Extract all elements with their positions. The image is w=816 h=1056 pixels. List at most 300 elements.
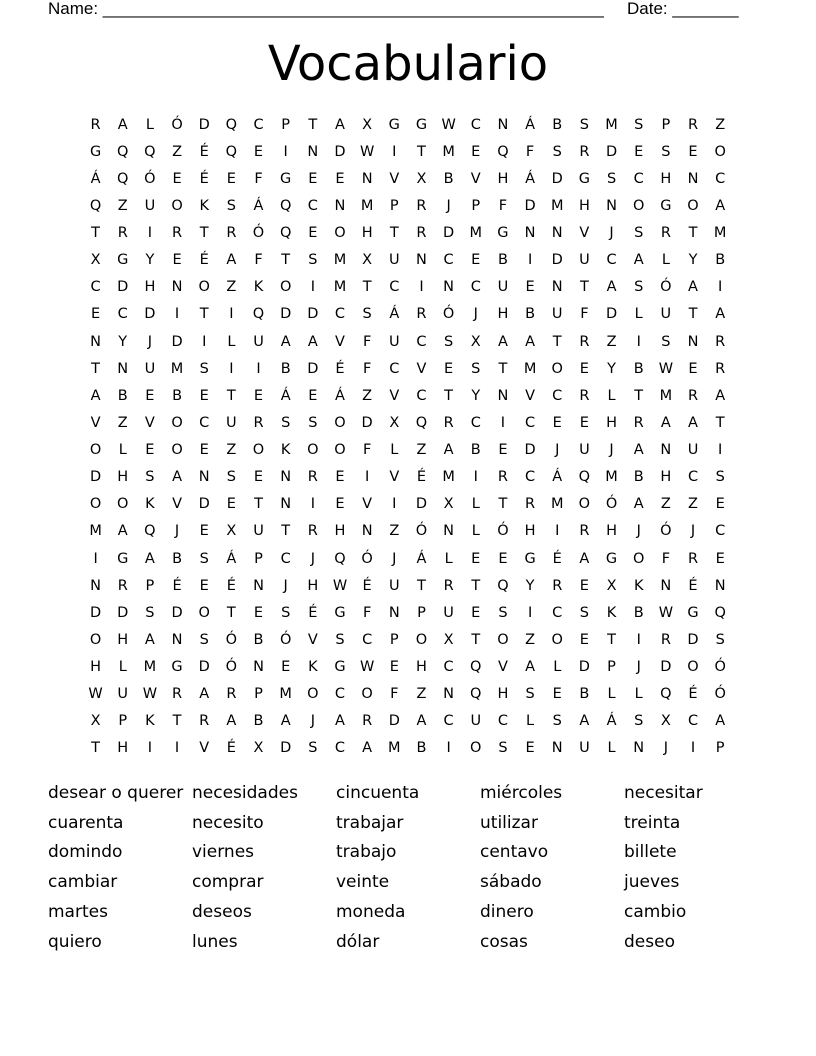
grid-letter: A <box>199 686 210 703</box>
grid-letter: M <box>360 197 374 214</box>
grid-letter: U <box>443 604 454 621</box>
grid-letter: F <box>498 197 508 214</box>
grid-letter: B <box>470 442 481 459</box>
grid-letter: I <box>527 252 533 269</box>
grid-letter: D <box>334 143 346 160</box>
grid-letter: N <box>388 604 400 621</box>
grid-letter: D <box>443 225 455 242</box>
grid-letter: C <box>307 197 318 214</box>
grid-letter: T <box>91 225 100 242</box>
grid-letter: N <box>90 577 101 594</box>
grid-letter: L <box>227 333 236 350</box>
word-list-item: cincuenta <box>336 782 420 803</box>
grid-letter: S <box>498 604 508 621</box>
word-list-item: treinta <box>624 812 681 833</box>
grid-letter: T <box>91 360 100 377</box>
grid-letter: N <box>443 279 455 296</box>
grid-letter: A <box>280 333 291 350</box>
word-list-item: necesitar <box>624 782 703 803</box>
grid-letter: Y <box>145 252 155 269</box>
grid-letter: Q <box>89 197 102 214</box>
grid-letter: S <box>308 414 318 431</box>
grid-letter: E <box>579 360 589 377</box>
grid-letter: C <box>552 604 563 621</box>
grid-letter: Y <box>607 360 616 377</box>
grid-letter: E <box>552 686 562 703</box>
grid-letter: O <box>687 659 699 676</box>
grid-letter: D <box>89 604 102 621</box>
grid-letter: H <box>334 523 346 540</box>
grid-letter: S <box>308 252 318 269</box>
grid-letter: U <box>253 333 264 350</box>
grid-letter: M <box>523 360 537 377</box>
grid-letter: N <box>551 279 563 296</box>
grid-letter: K <box>606 604 617 621</box>
grid-letter: E <box>172 252 182 269</box>
word-list-row <box>48 838 768 868</box>
grid-letter: Z <box>606 333 617 350</box>
grid-letter: A <box>172 469 182 486</box>
grid-letter: C <box>470 414 481 431</box>
grid-letter: T <box>417 577 426 594</box>
grid-letter: A <box>90 387 101 404</box>
grid-letter: D <box>605 306 618 323</box>
word-list-item: quiero <box>48 931 102 952</box>
grid-row <box>82 247 734 274</box>
grid-letter: R <box>715 360 726 377</box>
grid-letter: E <box>715 496 725 513</box>
grid-letter: S <box>552 713 562 730</box>
word-list-item: deseo <box>624 931 675 952</box>
grid-letter: M <box>605 116 618 133</box>
grid-letter: A <box>280 713 291 730</box>
grid-letter: I <box>283 143 288 160</box>
grid-letter: W <box>359 143 375 160</box>
grid-letter: N <box>497 116 509 133</box>
grid-letter: É <box>688 686 698 703</box>
grid-letter: J <box>392 550 397 567</box>
grid-letter: K <box>253 279 264 296</box>
grid-letter: N <box>90 333 101 350</box>
grid-letter: D <box>171 333 183 350</box>
grid-letter: U <box>470 713 482 730</box>
grid-letter: J <box>147 333 153 350</box>
grid-letter: V <box>470 170 481 187</box>
grid-letter: H <box>90 659 102 676</box>
grid-letter: L <box>390 442 399 459</box>
grid-letter: M <box>170 360 184 377</box>
grid-letter: R <box>687 387 699 404</box>
grid-letter: E <box>145 442 155 459</box>
grid-letter: E <box>90 306 101 323</box>
grid-letter: V <box>307 631 318 648</box>
grid-letter: A <box>715 387 726 404</box>
grid-letter: L <box>145 116 154 133</box>
grid-letter: S <box>634 225 644 242</box>
grid-letter: C <box>389 279 400 296</box>
grid-letter: É <box>688 577 698 594</box>
grid-letter: E <box>335 469 345 486</box>
grid-letter: B <box>416 740 427 757</box>
grid-letter: I <box>310 496 315 513</box>
grid-letter: X <box>226 523 237 540</box>
grid-letter: D <box>307 360 319 377</box>
grid-letter: I <box>392 496 397 513</box>
grid-letter: M <box>279 686 292 703</box>
grid-letter: O <box>551 360 563 377</box>
grid-letter: S <box>471 360 481 377</box>
grid-letter: Ó <box>279 631 292 648</box>
grid-letter: M <box>713 225 727 242</box>
grid-letter: H <box>660 170 672 187</box>
grid-letter: N <box>334 197 346 214</box>
grid-letter: L <box>118 659 127 676</box>
grid-letter: D <box>307 306 319 323</box>
grid-letter: D <box>117 279 129 296</box>
grid-letter: T <box>471 577 481 594</box>
grid-letter: C <box>334 686 346 703</box>
grid-letter: A <box>307 333 318 350</box>
grid-letter: T <box>417 143 426 160</box>
grid-letter: O <box>307 686 319 703</box>
grid-letter: P <box>417 604 426 621</box>
grid-letter: R <box>552 577 563 594</box>
grid-letter: A <box>606 279 617 296</box>
grid-letter: C <box>525 414 536 431</box>
worksheet-header <box>48 0 748 22</box>
grid-letter: O <box>415 631 428 648</box>
grid-letter: R <box>660 631 671 648</box>
grid-letter: R <box>443 414 454 431</box>
name-field-label: Name: _____________________________________________________ <box>48 0 604 18</box>
grid-letter: H <box>361 225 373 242</box>
grid-letter: V <box>525 387 536 404</box>
grid-letter: C <box>687 713 699 730</box>
grid-letter: I <box>636 631 641 648</box>
word-list-item: trabajar <box>336 812 404 833</box>
grid-letter: U <box>497 279 509 296</box>
grid-letter: A <box>579 550 590 567</box>
grid-letter: I <box>229 306 234 323</box>
grid-letter: N <box>171 279 183 296</box>
grid-letter: Z <box>117 414 128 431</box>
grid-letter: M <box>333 279 347 296</box>
grid-letter: T <box>688 306 698 323</box>
grid-letter: N <box>198 469 210 486</box>
grid-letter: C <box>253 116 264 133</box>
grid-letter: C <box>117 306 128 323</box>
grid-letter: U <box>579 442 590 459</box>
grid-letter: T <box>172 713 182 730</box>
grid-letter: O <box>89 496 102 513</box>
word-list-item: domindo <box>48 842 123 863</box>
grid-letter: S <box>552 143 562 160</box>
grid-letter: Ó <box>225 631 238 648</box>
grid-letter: D <box>117 604 129 621</box>
grid-letter: T <box>688 225 698 242</box>
grid-letter: I <box>392 143 397 160</box>
grid-letter: Q <box>225 143 238 160</box>
grid-letter: H <box>660 469 672 486</box>
grid-letter: K <box>280 442 291 459</box>
grid-letter: F <box>362 360 372 377</box>
grid-letter: N <box>633 740 645 757</box>
grid-letter: C <box>443 713 454 730</box>
grid-letter: S <box>226 197 236 214</box>
grid-letter: S <box>634 713 644 730</box>
grid-letter: C <box>389 360 400 377</box>
grid-letter: E <box>226 170 236 187</box>
grid-letter: N <box>443 523 455 540</box>
grid-letter: W <box>88 686 103 703</box>
grid-letter: C <box>443 252 454 269</box>
grid-letter: Q <box>334 550 346 567</box>
grid-letter: R <box>443 577 454 594</box>
grid-letter: Z <box>226 279 237 296</box>
grid-letter: R <box>687 116 699 133</box>
grid-letter: D <box>280 306 292 323</box>
grid-letter: Z <box>525 631 536 648</box>
grid-letter: X <box>443 631 454 648</box>
grid-letter: J <box>663 740 668 757</box>
grid-letter: B <box>117 387 128 404</box>
grid-letter: U <box>117 686 129 703</box>
grid-letter: E <box>471 604 481 621</box>
grid-letter: U <box>660 306 672 323</box>
grid-letter: A <box>688 279 698 296</box>
grid-letter: W <box>658 604 674 621</box>
grid-letter: I <box>419 279 424 296</box>
grid-letter: S <box>579 604 589 621</box>
grid-row <box>82 599 734 626</box>
grid-letter: A <box>525 333 536 350</box>
grid-letter: E <box>253 469 264 486</box>
grid-letter: T <box>362 279 372 296</box>
word-list-row <box>48 778 768 808</box>
grid-letter: L <box>471 496 480 513</box>
grid-letter: V <box>579 225 590 242</box>
grid-letter: A <box>117 116 128 133</box>
grid-letter: M <box>388 740 401 757</box>
grid-letter: E <box>525 740 535 757</box>
grid-letter: L <box>444 550 453 567</box>
word-list-item: moneda <box>336 902 406 923</box>
grid-letter: L <box>607 387 616 404</box>
grid-letter: A <box>660 414 671 431</box>
grid-letter: H <box>416 659 427 676</box>
grid-letter: E <box>253 387 264 404</box>
grid-letter: Ó <box>714 686 726 703</box>
grid-letter: T <box>199 306 209 323</box>
grid-letter: D <box>524 197 536 214</box>
grid-letter: P <box>715 740 725 757</box>
grid-letter: V <box>335 333 345 350</box>
grid-letter: S <box>335 631 345 648</box>
grid-letter: J <box>446 197 451 214</box>
word-list-item: utilizar <box>480 812 538 833</box>
grid-row <box>82 192 734 219</box>
grid-letter: E <box>199 577 209 594</box>
grid-letter: E <box>281 659 291 676</box>
grid-letter: R <box>117 225 128 242</box>
grid-letter: E <box>579 414 589 431</box>
grid-letter: P <box>471 197 481 214</box>
grid-letter: O <box>632 550 645 567</box>
grid-letter: Ó <box>497 523 509 540</box>
grid-letter: Z <box>389 523 400 540</box>
grid-letter: D <box>198 496 210 513</box>
grid-letter: U <box>226 414 237 431</box>
grid-letter: C <box>606 252 617 269</box>
grid-letter: O <box>89 442 102 459</box>
grid-letter: Á <box>253 197 264 214</box>
grid-letter: N <box>551 740 563 757</box>
grid-letter: S <box>525 686 535 703</box>
grid-letter: I <box>310 279 315 296</box>
grid-letter: Q <box>497 577 509 594</box>
grid-letter: N <box>280 469 292 486</box>
grid-letter: M <box>469 225 483 242</box>
grid-letter: S <box>362 306 372 323</box>
grid-letter: K <box>308 659 318 676</box>
grid-letter: C <box>362 631 373 648</box>
grid-letter: U <box>388 333 400 350</box>
grid-letter: I <box>202 333 207 350</box>
grid-letter: E <box>688 360 698 377</box>
grid-letter: D <box>660 659 672 676</box>
grid-letter: O <box>117 496 129 513</box>
word-list <box>48 778 768 957</box>
grid-letter: D <box>198 659 210 676</box>
grid-letter: É <box>199 170 209 187</box>
grid-letter: K <box>145 713 155 730</box>
grid-letter: V <box>389 469 400 486</box>
grid-letter: J <box>636 523 641 540</box>
grid-letter: K <box>633 577 644 594</box>
grid-letter: X <box>443 496 454 513</box>
grid-letter: E <box>199 442 209 459</box>
word-list-item: desear o querer <box>48 782 184 803</box>
grid-letter: I <box>365 469 370 486</box>
grid-letter: O <box>89 631 102 648</box>
grid-letter: O <box>171 414 183 431</box>
grid-letter: Z <box>172 143 183 160</box>
grid-letter: N <box>714 577 726 594</box>
grid-letter: N <box>497 387 509 404</box>
grid-letter: G <box>415 116 428 133</box>
grid-letter: W <box>142 686 158 703</box>
grid-letter: D <box>551 252 563 269</box>
grid-letter: T <box>579 279 589 296</box>
grid-letter: R <box>579 333 590 350</box>
grid-letter: O <box>334 414 346 431</box>
grid-letter: P <box>145 577 155 594</box>
grid-letter: U <box>579 740 590 757</box>
grid-letter: B <box>633 360 644 377</box>
grid-letter: S <box>661 333 671 350</box>
grid-letter: Ó <box>442 306 455 323</box>
grid-letter: A <box>117 523 128 540</box>
grid-letter: Á <box>389 306 400 323</box>
grid-letter: U <box>687 442 699 459</box>
grid-letter: P <box>661 116 671 133</box>
grid-letter: N <box>443 686 455 703</box>
grid-letter: S <box>715 469 725 486</box>
grid-letter: Ó <box>605 496 618 513</box>
grid-letter: Y <box>471 387 481 404</box>
grid-letter: R <box>172 686 183 703</box>
grid-letter: E <box>226 496 236 513</box>
grid-letter: P <box>281 116 291 133</box>
grid-letter: D <box>280 740 292 757</box>
grid-letter: É <box>226 740 236 757</box>
grid-letter: T <box>552 333 562 350</box>
grid-letter: J <box>310 550 315 567</box>
grid-letter: U <box>551 306 563 323</box>
grid-letter: N <box>307 143 319 160</box>
grid-letter: Y <box>688 252 698 269</box>
grid-letter: R <box>633 414 644 431</box>
grid-letter: R <box>579 523 590 540</box>
grid-letter: Ó <box>415 523 428 540</box>
grid-letter: L <box>553 659 562 676</box>
grid-letter: Ó <box>144 170 156 187</box>
grid-letter: N <box>687 333 699 350</box>
grid-letter: É <box>335 360 345 377</box>
grid-letter: B <box>552 116 563 133</box>
grid-letter: I <box>174 740 180 757</box>
word-list-item: viernes <box>192 842 255 863</box>
grid-letter: U <box>388 252 400 269</box>
grid-letter: C <box>715 523 726 540</box>
grid-letter: C <box>280 550 291 567</box>
grid-letter: G <box>524 550 536 567</box>
grid-letter: O <box>497 631 509 648</box>
grid-letter: C <box>497 713 508 730</box>
grid-letter: O <box>334 225 346 242</box>
grid-letter: U <box>144 360 156 377</box>
grid-letter: Á <box>525 170 536 187</box>
grid-letter: C <box>90 279 101 296</box>
grid-letter: H <box>524 523 536 540</box>
grid-letter: Q <box>252 306 265 323</box>
grid-letter: F <box>580 306 589 323</box>
grid-letter: D <box>524 442 536 459</box>
grid-letter: A <box>633 252 644 269</box>
grid-letter: R <box>416 306 427 323</box>
grid-letter: G <box>280 170 292 187</box>
grid-letter: T <box>444 387 454 404</box>
grid-letter: A <box>633 496 644 513</box>
grid-letter: R <box>307 469 318 486</box>
grid-letter: N <box>253 659 264 676</box>
word-list-item: jueves <box>624 872 680 893</box>
grid-letter: Ó <box>252 225 265 242</box>
grid-letter: V <box>199 740 210 757</box>
grid-letter: M <box>659 387 673 404</box>
grid-letter: O <box>334 442 346 459</box>
grid-letter: R <box>525 496 536 513</box>
grid-letter: F <box>362 442 372 459</box>
grid-letter: S <box>634 279 644 296</box>
grid-letter: O <box>632 197 645 214</box>
grid-letter: A <box>715 197 726 214</box>
grid-letter: O <box>171 197 183 214</box>
grid-letter: C <box>334 306 346 323</box>
grid-letter: A <box>226 252 237 269</box>
grid-letter: H <box>144 279 156 296</box>
grid-letter: D <box>89 469 102 486</box>
